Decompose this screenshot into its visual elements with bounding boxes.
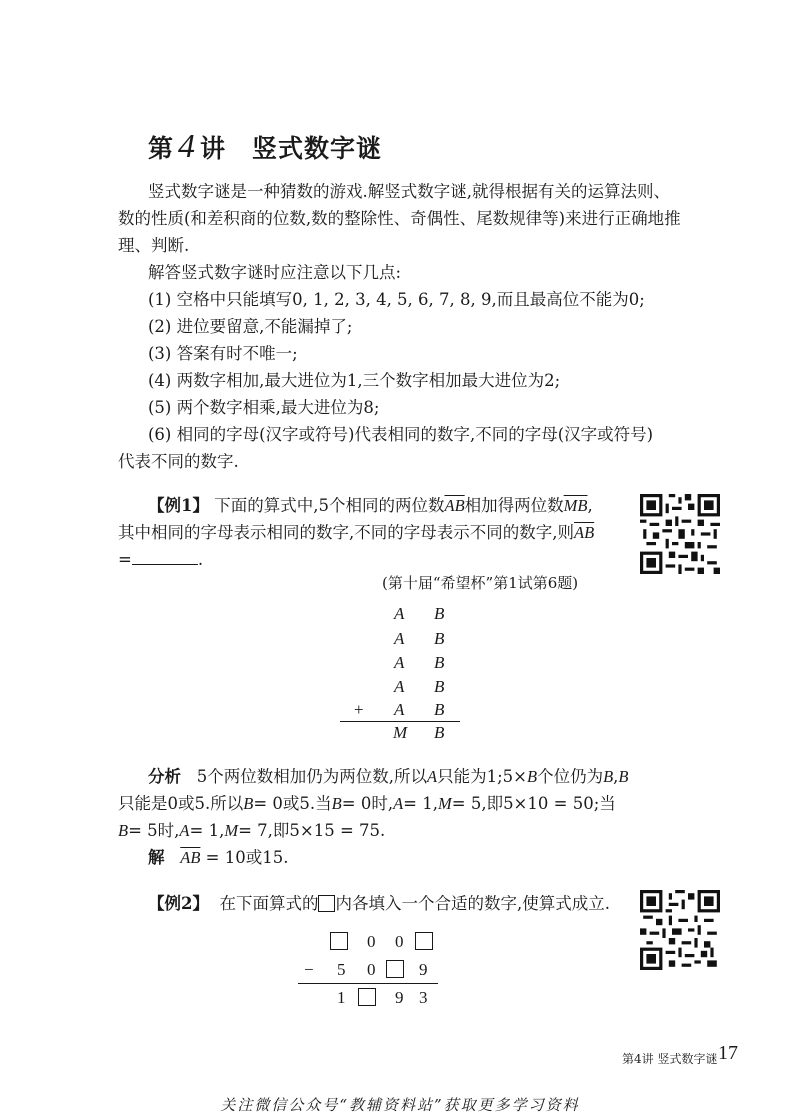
subtrahend-digit-4: 9: [419, 960, 428, 979]
solution-ab: $\overline{AB}$: [180, 848, 201, 867]
note-6: (6) 相同的字母(汉字或符号)代表相同的数字,不同的字母(汉字或符号): [148, 425, 654, 444]
answer-blank[interactable]: [132, 550, 198, 565]
analysis-l3e: M: [224, 821, 239, 840]
example-1-label: 【例1】: [148, 496, 209, 515]
chapter-suffix: 讲: [200, 134, 227, 163]
analysis-l3f: = 7,即5×15 = 75.: [238, 821, 386, 840]
analysis-l2d: B: [331, 794, 342, 813]
addend-5-b: B: [434, 700, 445, 719]
example-1-line-2-text: 其中相同的字母表示相同的数字,不同的字母表示不同的数字,则: [118, 523, 574, 542]
addend-5-a: A: [394, 700, 405, 719]
example-1-line-3: [118, 546, 203, 573]
overline-ab: $\overline{AB}$: [444, 496, 465, 515]
sum-b: B: [434, 723, 445, 742]
example-2-line: [148, 890, 610, 917]
page-number: 17: [718, 1042, 738, 1064]
addend-4-b: B: [434, 677, 445, 696]
analysis-l1c: 只能为1;5×: [437, 767, 527, 786]
example-2-label: 【例2】: [148, 894, 209, 913]
qr-code-icon: [640, 890, 720, 970]
example-1-text-a: 下面的算式中,5个相同的两位数: [214, 496, 445, 515]
example-2-text-b: 内各填入一个合适的数字,使算式成立.: [335, 894, 610, 913]
analysis-line-3: [118, 817, 385, 844]
analysis-l2f: A: [393, 794, 404, 813]
difference-rule: [298, 983, 438, 984]
solution-label: 解: [148, 848, 165, 867]
analysis-l1h: B: [618, 767, 629, 786]
analysis-line-1: [148, 763, 629, 790]
addend-2-a: A: [394, 629, 405, 648]
footer-chapter-label: 第4讲 竖式数字谜: [622, 1052, 718, 1066]
difference-digit-4: 3: [419, 988, 428, 1007]
puzzle-box-r1c1[interactable]: [330, 932, 348, 950]
solution-text: = 10或15.: [205, 848, 289, 867]
difference-digit-3: 9: [395, 988, 404, 1007]
analysis-l1d: B: [526, 767, 538, 786]
addend-2-b: B: [434, 629, 445, 648]
analysis-l2a: 只能是0或5.所以: [118, 794, 244, 813]
analysis-l2i: = 5,即5×10 = 50;当: [451, 794, 616, 813]
inline-box-icon: [318, 895, 335, 912]
intro-line-3: 理、判断.: [118, 236, 190, 255]
analysis-l1g: ,: [613, 767, 619, 786]
analysis-l1e: 个位仍为: [537, 767, 604, 786]
chapter-prefix: 第: [148, 134, 175, 163]
period: .: [197, 550, 204, 569]
minuend-digit-3: 0: [395, 932, 404, 951]
example-1-line-1: [148, 492, 593, 519]
intro-line-1: 竖式数字谜是一种猜数的游戏.解竖式数字谜,就得根据有关的运算法则、: [148, 182, 670, 201]
qr-code-icon: [640, 494, 720, 574]
overline-ab-answer: $\overline{AB}$: [574, 523, 595, 542]
example-1-source: (第十届“希望杯”第1试第6题): [382, 574, 579, 592]
chapter-title: [148, 128, 382, 166]
sum-rule: [340, 721, 460, 722]
note-5: (5) 两个数字相乘,最大进位为8;: [148, 398, 380, 417]
puzzle-box-r2c3[interactable]: [386, 960, 404, 978]
analysis-l2e: = 0时,: [341, 794, 394, 813]
addend-3-b: B: [434, 653, 445, 672]
analysis-l1a: 5个两位数相加仍为两位数,所以: [196, 767, 427, 786]
difference-digit-1: 1: [337, 988, 346, 1007]
minus-sign: −: [304, 960, 314, 979]
analysis-l2h: M: [438, 794, 452, 813]
note-2: (2) 进位要留意,不能漏掉了;: [148, 317, 353, 336]
example-1-line-2: [118, 519, 594, 546]
note-1: (1) 空格中只能填写0, 1, 2, 3, 4, 5, 6, 7, 8, 9,而且最高位不能为0;: [148, 290, 645, 309]
overline-mb: $\overline{MB}$: [563, 496, 588, 515]
analysis-label: 分析: [148, 767, 181, 786]
example-1-text-c: ,: [587, 496, 593, 515]
example-2-text-a: 在下面算式的: [219, 894, 319, 913]
equals-sign: =: [118, 550, 132, 569]
chapter-number: 4: [178, 128, 197, 165]
analysis-l2c: = 0或5.当: [253, 794, 332, 813]
notes-heading: 解答竖式数字谜时应注意以下几点:: [148, 263, 402, 282]
intro-line-2: 数的性质(和差积商的位数,数的整除性、奇偶性、尾数规律等)来进行正确地推: [118, 209, 681, 228]
analysis-l3d: = 1,: [189, 821, 225, 840]
solution-line: [148, 844, 288, 871]
note-6-continued: 代表不同的数字.: [118, 452, 239, 471]
chapter-name: 竖式数字谜: [252, 134, 383, 163]
analysis-line-2: [118, 790, 616, 817]
subtrahend-digit-1: 5: [337, 960, 346, 979]
subtrahend-digit-2: 0: [367, 960, 376, 979]
note-4: (4) 两数字相加,最大进位为1,三个数字相加最大进位为2;: [148, 371, 561, 390]
addend-1-a: A: [394, 604, 405, 623]
example-1-text-b: 相加得两位数: [464, 496, 564, 515]
addend-3-a: A: [394, 653, 405, 672]
analysis-l1b: A: [427, 767, 438, 786]
analysis-l1f: B: [603, 767, 614, 786]
addend-4-a: A: [394, 677, 405, 696]
note-3: (3) 答案有时不唯一;: [148, 344, 298, 363]
analysis-l3a: B: [118, 821, 129, 840]
puzzle-box-r1c4[interactable]: [415, 932, 433, 950]
plus-sign: +: [354, 700, 364, 719]
analysis-l3c: A: [179, 821, 190, 840]
puzzle-box-r3c2[interactable]: [358, 988, 376, 1006]
watermark: 关注微信公众号“教辅资料站”获取更多学习资料: [220, 1096, 580, 1114]
sum-m: M: [393, 723, 408, 742]
analysis-l3b: = 5时,: [128, 821, 180, 840]
analysis-l2b: B: [243, 794, 254, 813]
addend-1-b: B: [434, 604, 445, 623]
analysis-l2g: = 1,: [403, 794, 438, 813]
minuend-digit-2: 0: [367, 932, 376, 951]
